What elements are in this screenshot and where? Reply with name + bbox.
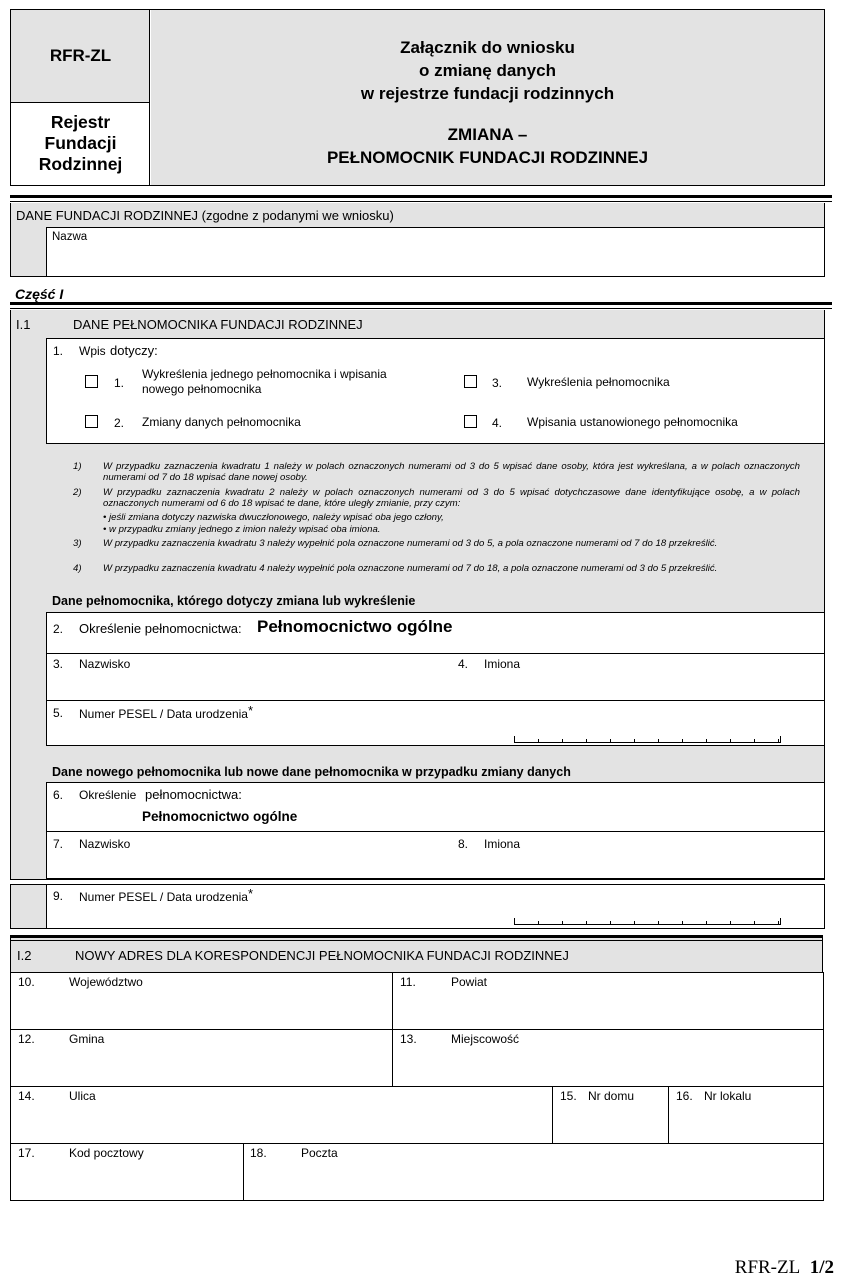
field-3-label: Nazwisko: [79, 657, 131, 671]
field-18-number: 18.: [250, 1146, 267, 1160]
field-18-input[interactable]: [245, 1163, 822, 1199]
note-1: [73, 462, 800, 484]
section-1-2-heading: NOWY ADRES DLA KORESPONDENCJI PEŁNOMOCNIKA FUNDACJI RODZINNEJ: [75, 948, 569, 963]
field-13-label: Miejscowość: [451, 1032, 520, 1046]
note-1-number: 1): [73, 461, 82, 472]
entry-type-label-a: Wpis: [79, 344, 106, 358]
section-1-1-number: I.1: [16, 317, 31, 332]
option-3-checkbox[interactable]: [464, 375, 477, 388]
option-1-label-line-2: nowego pełnomocnika: [142, 382, 262, 396]
page-footer: [680, 1257, 834, 1279]
field-2-value[interactable]: Pełnomocnictwo ogólne: [257, 617, 453, 636]
field-14-input[interactable]: [12, 1106, 550, 1141]
field-7-input[interactable]: [47, 852, 447, 878]
foundation-name-label: Nazwa: [52, 231, 88, 243]
foundation-name-field[interactable]: [46, 227, 825, 277]
field-9-number: 9.: [53, 889, 64, 903]
field-5-star: *: [247, 703, 254, 718]
new-proxy-heading: Dane nowego pełnomocnika lub nowe dane pełnomocnika w przypadku zmiany danych: [52, 765, 571, 779]
field-15-number: 15.: [560, 1089, 577, 1103]
register-line-1: Rejestr: [50, 112, 111, 132]
option-4-label: Wpisania ustanowionego pełnomocnika: [527, 415, 738, 429]
option-2-checkbox[interactable]: [85, 415, 98, 428]
part-label: Część I: [15, 286, 64, 302]
field-17-input[interactable]: [12, 1163, 241, 1199]
note-4-number: 4): [73, 563, 82, 574]
field-13-number: 13.: [400, 1032, 417, 1046]
address-col-divider-d: [243, 1143, 244, 1201]
note-2-number: 2): [73, 487, 82, 498]
field-14-label: Ulica: [69, 1089, 96, 1103]
field-13-input[interactable]: [394, 1049, 822, 1084]
address-row-divider-1: [10, 1029, 824, 1030]
field-17-number: 17.: [18, 1146, 35, 1160]
footer-page: 1/2: [809, 1257, 834, 1278]
subtitle-line-1: ZMIANA –: [447, 125, 528, 144]
option-1-label-line-1: Wykreślenia jednego pełnomocnika i wpisania: [142, 367, 387, 381]
section-1-2-header-rule: [10, 940, 823, 941]
field-11-label: Powiat: [451, 975, 488, 989]
field-6-label-a: Określenie: [79, 788, 137, 802]
field-4-input[interactable]: [450, 672, 824, 699]
section-1-1-heading: DANE PEŁNOMOCNIKA FUNDACJI RODZINNEJ: [73, 317, 363, 332]
field-10-number: 10.: [18, 975, 35, 989]
field-2-number: 2.: [53, 622, 64, 636]
option-4-number: 4.: [492, 416, 503, 430]
subtitle-line-2: PEŁNOMOCNIK FUNDACJI RODZINNEJ: [326, 148, 649, 167]
field-12-input[interactable]: [12, 1049, 390, 1084]
field-5-label: [79, 703, 254, 721]
rule-mid-2: [10, 308, 832, 309]
form-subtitle: [151, 123, 824, 169]
old-proxy-divider-1: [46, 653, 825, 654]
rule-top-1: [10, 195, 832, 198]
rule-top-2: [10, 201, 832, 202]
address-row-divider-3: [10, 1143, 824, 1144]
title-line-1: Załącznik do wniosku: [400, 38, 575, 57]
field-18-label: Poczta: [301, 1146, 338, 1160]
field-9-label-text: Numer PESEL / Data urodzenia: [79, 890, 248, 904]
footer-code: RFR-ZL: [734, 1257, 801, 1278]
note-4: [73, 564, 800, 586]
field-2-label: Określenie pełnomocnictwa:: [79, 621, 242, 636]
field-7-number: 7.: [53, 837, 64, 851]
entry-type-label-b: dotyczy:: [110, 343, 158, 358]
note-2-bullet-2: • w przypadku zmiany jednego z imion należy wpisać oba imiona.: [103, 524, 381, 535]
address-col-divider-a: [392, 972, 393, 1087]
field-7-label: Nazwisko: [79, 837, 131, 851]
register-name: [11, 112, 150, 175]
field-5-digit-cells[interactable]: [514, 736, 781, 743]
field-10-label: Województwo: [69, 975, 143, 989]
field-8-input[interactable]: [450, 852, 824, 878]
note-2-bullet-1: • jeśli zmiana dotyczy nazwiska dwuczłonowego, należy wpisać oba jego człony,: [103, 512, 444, 523]
field-10-input[interactable]: [12, 992, 390, 1027]
old-proxy-heading: Dane pełnomocnika, którego dotyczy zmiana lub wykreślenie: [52, 594, 416, 608]
option-3-number: 3.: [492, 376, 503, 390]
field-9-star: *: [247, 886, 254, 901]
field-9-digit-cells[interactable]: [514, 918, 781, 925]
option-3-label: Wykreślenia pełnomocnika: [527, 375, 670, 389]
field-12-label: Gmina: [69, 1032, 105, 1046]
title-line-3: w rejestrze fundacji rodzinnych: [360, 84, 615, 103]
field-11-input[interactable]: [394, 992, 822, 1027]
option-1-checkbox[interactable]: [85, 375, 98, 388]
field-5-number: 5.: [53, 706, 64, 720]
field-9-label: [79, 886, 254, 904]
option-1-number: 1.: [114, 376, 125, 390]
field-4-label: Imiona: [484, 657, 521, 671]
field-8-label: Imiona: [484, 837, 521, 851]
form-title: [151, 36, 824, 105]
field-3-number: 3.: [53, 657, 64, 671]
field-6-number: 6.: [53, 788, 64, 802]
note-2-text: W przypadku zaznaczenia kwadratu 2 należy w polach oznaczonych numerami od 3 do 5 wpisać dotychczasowe dane identyfikujące osobę, a w polach oznaczonych numerami od 6 do 18 wpisać te dane, które uległy zmianie, przy czym:: [103, 487, 800, 509]
field-15-input[interactable]: [554, 1106, 666, 1141]
note-2: [73, 488, 800, 538]
register-line-3: Rodzinnej: [38, 154, 123, 174]
field-3-input[interactable]: [47, 672, 447, 699]
address-col-divider-b: [552, 1086, 553, 1144]
note-3-text: W przypadku zaznaczenia kwadratu 3 należy wypełnić pola oznaczone numerami od 3 do 5, a pola oznaczone numerami od 7 do 18 przekreślić.: [103, 538, 718, 549]
note-1-text: W przypadku zaznaczenia kwadratu 1 należy w polach oznaczonych numerami od 3 do 5 wpisać dane osoby, która jest wykreślana, a w polach oznaczonych numerami od 7 do 18 wpisać dane nowej osoby.: [103, 461, 800, 483]
option-2-label: Zmiany danych pełnomocnika: [142, 415, 301, 429]
old-proxy-divider-2: [46, 700, 825, 701]
field-4-number: 4.: [458, 657, 469, 671]
form-code: RFR-ZL: [49, 46, 112, 65]
option-4-checkbox[interactable]: [464, 415, 477, 428]
field-12-number: 12.: [18, 1032, 35, 1046]
field-16-number: 16.: [676, 1089, 693, 1103]
field-5-label-text: Numer PESEL / Data urodzenia: [79, 707, 248, 721]
new-proxy-divider: [46, 831, 825, 832]
option-2-number: 2.: [114, 416, 125, 430]
foundation-heading: DANE FUNDACJI RODZINNEJ (zgodne z podanymi we wniosku): [16, 208, 394, 223]
register-line-2: Fundacji: [44, 133, 117, 153]
note-3: [73, 539, 800, 561]
address-col-divider-c: [668, 1086, 669, 1144]
field-14-number: 14.: [18, 1089, 35, 1103]
section-1-2-number: I.2: [17, 948, 32, 963]
address-row-divider-2: [10, 1086, 824, 1087]
field-17-label: Kod pocztowy: [69, 1146, 144, 1160]
rule-mid-1: [10, 302, 832, 305]
field-6-value[interactable]: Pełnomocnictwo ogólne: [142, 809, 298, 824]
field-6-label-b: pełnomocnictwa:: [145, 787, 242, 802]
note-3-number: 3): [73, 538, 82, 549]
field-16-input[interactable]: [670, 1106, 822, 1141]
entry-type-number: 1.: [53, 344, 64, 358]
field-11-number: 11.: [400, 975, 416, 989]
field-15-label: Nr domu: [588, 1089, 635, 1103]
field-8-number: 8.: [458, 837, 469, 851]
note-4-text: W przypadku zaznaczenia kwadratu 4 należy wypełnić pola oznaczone numerami od 7 do 18, a pola oznaczone numerami od 3 do 5 przekreślić.: [103, 563, 718, 574]
field-16-label: Nr lokalu: [704, 1089, 752, 1103]
title-line-2: o zmianę danych: [419, 61, 556, 80]
